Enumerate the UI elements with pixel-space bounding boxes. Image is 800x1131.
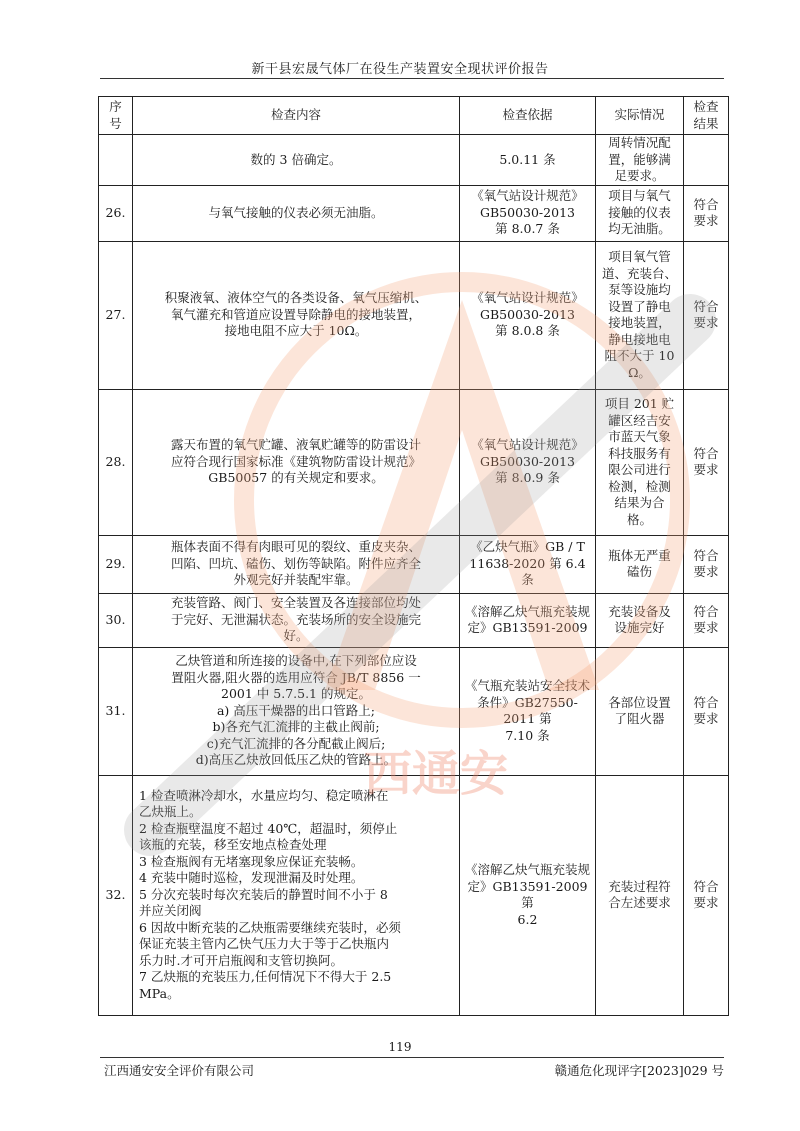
- check-basis: [460, 775, 596, 1015]
- check-content-line: GB50057 的有关规定和要求。: [208, 470, 384, 486]
- check-result-line: 要求: [693, 564, 719, 579]
- header-content: 检查内容: [133, 97, 460, 135]
- check-content-line: 4 充装中随时巡检，发现泄漏及时处理。: [139, 870, 364, 886]
- check-result: [684, 775, 729, 1015]
- check-basis-line: 7.10 条: [505, 727, 550, 743]
- check-content: [133, 593, 460, 647]
- actual-situation-line: Ω。: [628, 364, 651, 380]
- actual-situation: [596, 241, 684, 389]
- table-header-row: [99, 97, 729, 135]
- check-content-line: 与氧气接触的仪表必须无油脂。: [208, 204, 384, 220]
- check-content-line: 凹陷、凹坑、磕伤、划伤等缺陷。附件应齐全: [170, 555, 421, 571]
- actual-situation-line: 泵等设施均: [608, 282, 671, 297]
- check-content-line: 乐力时.才可开启瓶阀和支管切换阿。: [139, 952, 343, 968]
- check-result-line: 符合: [693, 603, 719, 619]
- check-result-line: 符合: [693, 694, 719, 710]
- check-content-line: c)充气汇流排的各分配截止阀后;: [206, 735, 386, 751]
- check-content-line: 外观完好并装配牢靠。: [233, 572, 359, 588]
- row-number: 30.: [99, 593, 133, 647]
- check-basis-line: 定》GB13591-2009: [467, 620, 588, 635]
- check-result-line: 符合: [693, 878, 719, 894]
- footer-divider: [100, 1057, 724, 1058]
- actual-situation: [596, 135, 684, 186]
- row-number: 32.: [99, 775, 133, 1015]
- check-basis-line: 《氧气站设计规范》: [471, 290, 584, 306]
- table-row: [99, 185, 729, 241]
- check-basis-line: 《溶解乙炔气瓶充装规: [464, 862, 590, 877]
- check-basis-line: 11638-2020 第 6.4 条: [469, 555, 586, 588]
- row-number: 31.: [99, 647, 133, 775]
- check-basis-line: 《乙炔气瓶》GB / T: [470, 539, 585, 555]
- check-result-line: 符合: [693, 298, 719, 314]
- check-content-line: 1 检查喷淋冷却水，水量应均匀、稳定喷淋在: [139, 787, 389, 803]
- check-content-line: d)高压乙炔放回低压乙炔的管路上。: [195, 752, 397, 768]
- check-basis-line: 第 8.0.9 条: [495, 470, 560, 486]
- check-content: [133, 185, 460, 241]
- check-result-line: 要求: [693, 895, 719, 910]
- actual-situation: [596, 185, 684, 241]
- actual-situation-line: 项目 201 贮: [604, 396, 675, 411]
- actual-situation-line: 置，能够满: [608, 151, 671, 167]
- actual-situation-line: 检测，检测: [608, 478, 671, 494]
- check-result: [684, 647, 729, 775]
- check-content-line: 应符合现行国家标准《建筑物防雷设计规范》: [170, 453, 421, 469]
- check-content: [133, 647, 460, 775]
- actual-situation: [596, 389, 684, 535]
- check-result-line: 要求: [693, 213, 719, 228]
- check-content-line: MPa。: [139, 985, 180, 1001]
- check-content-line: 于完好、无泄漏状态。充装场所的安全设施完: [170, 611, 421, 627]
- check-content-line: 接地电阻不应大于 10Ω。: [224, 323, 368, 339]
- actual-situation-line: 均无油脂。: [608, 221, 671, 237]
- check-result-line: 要求: [693, 315, 719, 330]
- table-row: [99, 647, 729, 775]
- check-content-line: 该瓶的充装，移至安地点检查处理: [139, 837, 327, 853]
- actual-situation-line: 道、充装台、: [601, 265, 677, 281]
- check-result-line: 要求: [693, 620, 719, 635]
- actual-situation-line: 设施完好: [614, 620, 665, 635]
- table-row: [99, 535, 729, 593]
- row-number: 29.: [99, 535, 133, 593]
- row-number: 27.: [99, 241, 133, 389]
- check-content-line: 乙炔瓶上。: [139, 804, 202, 820]
- check-result: [684, 593, 729, 647]
- check-content: [133, 775, 460, 1015]
- check-basis-line: 《氧气站设计规范》: [471, 437, 584, 453]
- check-basis-line: 6.2: [517, 911, 538, 927]
- row-number: 28.: [99, 389, 133, 535]
- actual-situation-line: 格。: [626, 511, 652, 527]
- actual-situation-line: 足要求。: [614, 168, 665, 183]
- actual-situation: [596, 775, 684, 1015]
- header-no: [99, 97, 133, 135]
- actual-situation-line: 设置了静电: [608, 298, 671, 314]
- check-result: [684, 535, 729, 593]
- header-basis: 检查依据: [460, 97, 596, 135]
- check-basis-line: 《气瓶充装站安全技术: [464, 678, 590, 693]
- check-content-line: 5 分次充装时每次充装后的静置时间不小于 8: [139, 886, 388, 902]
- check-content-line: 6 因故中断充装的乙炔瓶需要继续充装时，必须: [139, 919, 401, 935]
- check-basis-line: 《氧气站设计规范》: [471, 188, 584, 204]
- check-content-line: 7 乙炔瓶的充装压力,任何情况下不得大于 2.5: [139, 969, 392, 985]
- actual-situation-line: 接触的仪表: [608, 204, 671, 220]
- header-no-line: 序: [109, 99, 122, 114]
- actual-situation-line: 结果为合: [614, 495, 665, 510]
- check-content-line: 并应关闭阀: [139, 903, 202, 919]
- actual-situation-line: 限公司进行: [608, 462, 671, 477]
- check-content-line: 积聚液氧、液体空气的各类设备、氧气压缩机、: [164, 290, 428, 306]
- actual-situation-line: 合左述要求: [608, 895, 671, 910]
- check-basis-line: 第 8.0.7 条: [495, 221, 560, 237]
- check-result: [684, 185, 729, 241]
- check-basis: [460, 389, 596, 535]
- actual-situation-line: 阻不大于 10: [604, 348, 675, 363]
- actual-situation: [596, 593, 684, 647]
- check-content-line: 数的 3 倍确定。: [250, 151, 342, 167]
- check-result-line: 符合: [693, 445, 719, 461]
- actual-situation-line: 充装过程符: [608, 878, 671, 894]
- page-number: 119: [388, 1040, 412, 1054]
- actual-situation-line: 科技服务有: [608, 445, 671, 461]
- check-result-line: 要求: [693, 711, 719, 726]
- actual-situation: [596, 647, 684, 775]
- company-name: 江西通安安全评价有限公司: [104, 1063, 255, 1078]
- check-result: [684, 135, 729, 186]
- actual-situation-line: 静电接地电: [608, 331, 671, 347]
- check-basis-line: 第 8.0.8 条: [495, 323, 560, 339]
- check-basis: [460, 185, 596, 241]
- actual-situation-line: 瓶体无严重: [608, 547, 671, 563]
- check-result: [684, 389, 729, 535]
- actual-situation-line: 磕伤: [626, 564, 652, 579]
- check-content: [133, 241, 460, 389]
- check-content-line: 2001 中 5.7.5.1 的规定。: [221, 686, 371, 702]
- check-basis: [460, 535, 596, 593]
- header-result-line: 结果: [693, 115, 719, 131]
- actual-situation-line: 接地装置，: [608, 315, 671, 330]
- header-result: [684, 97, 729, 135]
- document-number: 赣通危化现评字[2023]029 号: [554, 1063, 724, 1078]
- header-actual: 实际情况: [596, 97, 684, 135]
- check-basis-line: GB50030-2013: [480, 204, 575, 220]
- check-content-line: 充装管路、阀门、安全装置及各连接部位均处: [170, 595, 421, 611]
- check-content-line: 保证充装主管内乙快气压力大于等于乙快瓶内: [139, 936, 390, 952]
- check-content: [133, 535, 460, 593]
- actual-situation-line: 项目氧气管: [608, 249, 671, 264]
- check-content-line: 置阻火器,阻火器的选用应符合 JB/T 8856 一: [171, 669, 421, 685]
- check-basis: [460, 135, 596, 186]
- actual-situation-line: 了阻火器: [614, 711, 665, 726]
- check-basis-line: 定》GB13591-2009 第: [467, 878, 588, 910]
- check-content-line: 3 检查瓶阀有无堵塞现象应保证充装畅。: [139, 853, 364, 869]
- check-content-line: 好。: [283, 628, 309, 644]
- actual-situation-line: 周转情况配: [608, 135, 671, 150]
- actual-situation-line: 市蓝天气象: [608, 429, 671, 444]
- actual-situation-line: 充装设备及: [608, 603, 671, 619]
- actual-situation-line: 各部位设置: [608, 694, 671, 710]
- check-result-line: 要求: [693, 462, 719, 477]
- watermark-text: 西通安: [364, 746, 509, 802]
- check-basis-line: GB50030-2013: [480, 306, 575, 322]
- actual-situation-line: 项目与氧气: [608, 188, 671, 204]
- table-row: [99, 241, 729, 389]
- check-content-line: b)各充气汇流排的主截止阀前;: [212, 719, 380, 735]
- check-content-line: 2 检查瓶壁温度不超过 40℃，超温时，须停止: [139, 820, 398, 836]
- inspection-table: [98, 96, 729, 1016]
- check-content-line: 氧气灌充和管道应设置导除静电的接地装置，: [170, 306, 421, 322]
- header-result-line: 检查: [693, 99, 719, 114]
- report-title: 新干县宏晟气体厂在役生产装置安全现状评价报告: [251, 62, 549, 77]
- check-content: [133, 135, 460, 186]
- check-result-line: 符合: [693, 196, 719, 212]
- check-content-line: 瓶体表面不得有肉眼可见的裂纹、重皮夹杂、: [170, 539, 421, 555]
- check-content-line: 露天布置的氧气贮罐、液氧贮罐等的防雷设计: [170, 437, 421, 453]
- check-basis-line: 《溶解乙炔气瓶充装规: [464, 603, 590, 619]
- check-content-line: a) 高压干燥器的出口管路上;: [216, 702, 375, 718]
- table-row: [99, 593, 729, 647]
- check-result-line: 符合: [693, 547, 719, 563]
- check-result: [684, 241, 729, 389]
- check-basis-line: 5.0.11 条: [499, 151, 556, 167]
- check-basis: [460, 241, 596, 389]
- table-row: [99, 389, 729, 535]
- row-number: [99, 135, 133, 186]
- actual-situation-line: 罐区经吉安: [608, 412, 671, 428]
- check-content-line: 乙炔管道和所连接的设备中,在下列部位应设: [175, 653, 417, 669]
- header-no-line: 号: [109, 115, 122, 131]
- check-basis-line: 条件》GB27550-2011 第: [477, 694, 578, 726]
- header-divider: [100, 78, 724, 79]
- check-basis-line: GB50030-2013: [480, 453, 575, 469]
- check-content: [133, 389, 460, 535]
- row-number: 26.: [99, 185, 133, 241]
- table-row: [99, 775, 729, 1015]
- table-row: [99, 135, 729, 186]
- check-basis: [460, 593, 596, 647]
- actual-situation: [596, 535, 684, 593]
- check-basis: [460, 647, 596, 775]
